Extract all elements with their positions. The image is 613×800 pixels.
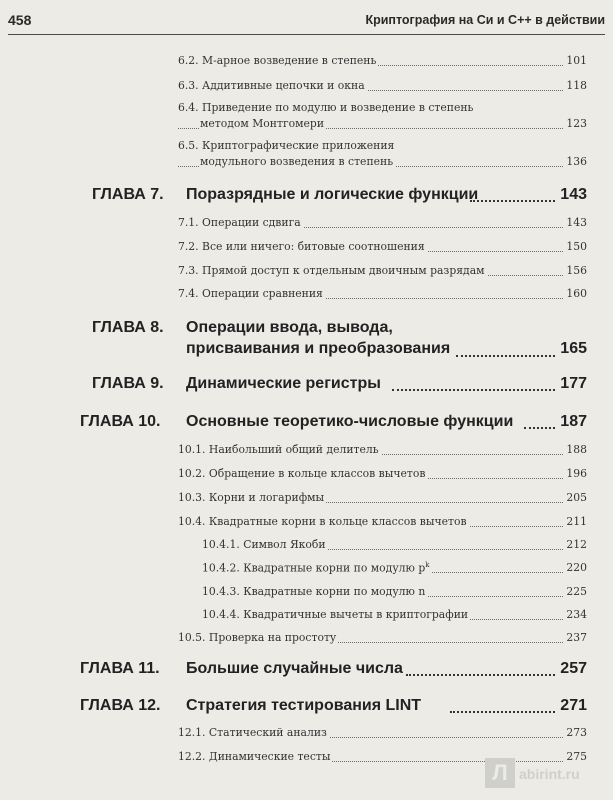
section-title: Квадратные корни в кольце классов вычетов [208, 515, 467, 528]
chapter-page: 177 [560, 375, 587, 392]
section-page: 196 [566, 467, 587, 480]
section-title: Наибольший общий делитель [208, 443, 379, 456]
chapter-page: 187 [560, 413, 587, 430]
labirint-logo-icon: Л [485, 758, 515, 788]
toc-section-10-5: 10.5. Проверка на простоту 237 [178, 631, 587, 644]
toc-section-6-3: 6.3. Аддитивные цепочки и окна 118 [178, 79, 587, 92]
toc-section-6-4: 6.4. Приведение по модулю и возведение в степень методом Монтгомери 123 [178, 101, 587, 130]
section-title: Проверка на простоту [208, 631, 337, 644]
toc-section-10-4-1: 10.4.1. Символ Якоби 212 [202, 538, 587, 551]
section-page: 205 [566, 491, 587, 504]
chapter-title-line1: Операции ввода, вывода, [186, 319, 393, 336]
section-title: Динамические тесты [208, 750, 331, 763]
section-page: 123 [566, 117, 587, 130]
chapter-title: Основные теоретико-числовые функции [186, 413, 514, 430]
running-header [8, 10, 605, 35]
section-page: 188 [566, 443, 587, 456]
section-page: 160 [566, 287, 587, 300]
section-page: 156 [566, 264, 587, 277]
toc-section-12-1: 12.1. Статический анализ 273 [178, 726, 587, 739]
section-title: Аддитивные цепочки и окна [202, 79, 365, 92]
toc-section-7-1: 7.1. Операции сдвига 143 [178, 216, 587, 229]
chapter-page: 143 [560, 186, 587, 203]
chapter-label: ГЛАВА 10. [80, 413, 161, 430]
section-title: Статический анализ [208, 726, 327, 739]
watermark-text: abirint.ru [519, 766, 580, 782]
section-title: методом Монтгомери [200, 117, 325, 130]
chapter-title: присваивания и преобразования [186, 340, 451, 357]
section-title: Обращение в кольце классов вычетов [208, 467, 426, 480]
toc-chapter-11 [0, 660, 613, 682]
toc-section-10-4-2: 10.4.2. Квадратные корни по модулю $p^k$ 220 [202, 561, 587, 575]
section-title: Квадратные корни по модулю p [243, 561, 426, 575]
section-page: 150 [566, 240, 587, 253]
toc-chapter-7 [0, 186, 613, 208]
toc-section-12-2: 12.2. Динамические тесты 275 [178, 750, 587, 763]
section-page: 234 [566, 608, 587, 621]
toc-chapter-8 [0, 319, 613, 363]
toc-section-10-1: 10.1. Наибольший общий делитель 188 [178, 443, 587, 456]
section-page: 211 [566, 515, 587, 528]
chapter-label: ГЛАВА 12. [80, 697, 161, 714]
section-title: Корни и логарифмы [208, 491, 325, 504]
section-title: Операции сдвига [202, 216, 301, 229]
section-page: 101 [566, 54, 587, 67]
toc-section-6-5: 6.5. Криптографические приложения модульного возведения в степень 136 [178, 139, 587, 168]
toc-section-7-4: 7.4. Операции сравнения 160 [178, 287, 587, 300]
toc-section-6-2: 6.2. М-арное возведение в степень 101 [178, 54, 587, 67]
section-page: 143 [566, 216, 587, 229]
book-title: Криптография на Си и C++ в действии [365, 13, 605, 27]
watermark [485, 758, 605, 792]
section-page: 273 [566, 726, 587, 739]
toc-section-10-2: 10.2. Обращение в кольце классов вычетов 196 [178, 467, 587, 480]
chapter-title: Динамические регистры [186, 375, 381, 392]
chapter-label: ГЛАВА 9. [92, 375, 164, 392]
toc-section-7-2: 7.2. Все или ничего: битовые соотношения 150 [178, 240, 587, 253]
section-page: 212 [566, 538, 587, 551]
section-page: 136 [566, 155, 587, 168]
chapter-title: Стратегия тестирования LINT [186, 697, 422, 714]
section-title: Прямой доступ к отдельным двоичным разрядам [202, 264, 485, 277]
toc-section-10-4: 10.4. Квадратные корни в кольце классов вычетов 211 [178, 515, 587, 528]
toc-chapter-12 [0, 697, 613, 719]
toc-chapter-10 [0, 413, 613, 435]
toc-section-7-3: 7.3. Прямой доступ к отдельным двоичным разрядам 156 [178, 264, 587, 277]
chapter-page: 271 [560, 697, 587, 714]
section-title: М-арное возведение в степень [202, 54, 377, 67]
section-page: 275 [566, 750, 587, 763]
chapter-label: ГЛАВА 11. [80, 660, 160, 677]
toc-section-10-4-4: 10.4.4. Квадратичные вычеты в криптографии 234 [202, 608, 587, 621]
section-title: Все или ничего: битовые соотношения [202, 240, 425, 253]
toc-chapter-9 [0, 375, 613, 397]
section-page: 118 [566, 79, 587, 92]
chapter-title: Поразрядные и логические функции [186, 186, 479, 203]
section-title: модульного возведения в степень [200, 155, 394, 168]
section-title: Символ Якоби [243, 538, 326, 551]
section-title: Квадратные корни по модулю n [243, 585, 426, 598]
page-number: 458 [8, 12, 32, 28]
section-page: 237 [566, 631, 587, 644]
section-page: 225 [566, 585, 587, 598]
chapter-label: ГЛАВА 7. [92, 186, 164, 203]
toc-section-10-4-3: 10.4.3. Квадратные корни по модулю n 225 [202, 585, 587, 598]
chapter-label: ГЛАВА 8. [92, 319, 164, 336]
chapter-page: 257 [560, 660, 587, 677]
chapter-page: 165 [560, 340, 587, 357]
section-title: Операции сравнения [202, 287, 323, 300]
toc-section-10-3: 10.3. Корни и логарифмы 205 [178, 491, 587, 504]
chapter-title: Большие случайные числа [186, 660, 403, 677]
section-page: 220 [566, 561, 587, 574]
section-title: Квадратичные вычеты в криптографии [243, 608, 469, 621]
